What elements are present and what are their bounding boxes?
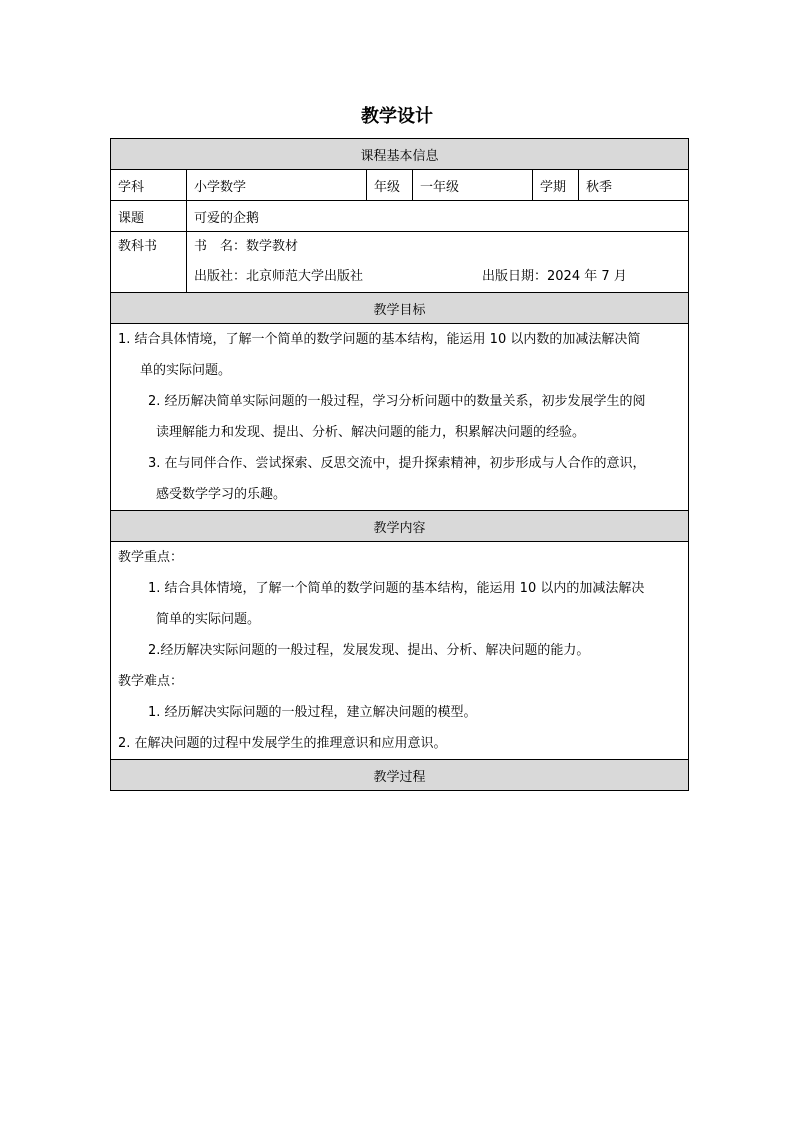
objective-2-line-1: 2. 经历解决简单实际问题的一般过程，学习分析问题中的数量关系，初步发展学生的阅	[148, 394, 646, 409]
publish-date: 出版日期：2024 年 7 月	[482, 269, 627, 284]
publisher: 出版社：北京师范大学出版社	[194, 269, 364, 284]
topic-value: 可爱的企鹅	[187, 201, 689, 232]
key-point-2: 2.经历解决实际问题的一般过程，发展发现、提出、分析、解决问题的能力。	[148, 643, 590, 658]
objective-3-line-2: 感受数学学习的乐趣。	[156, 487, 287, 502]
key-points-label: 教学重点：	[118, 550, 184, 565]
grade-value: 一年级	[413, 170, 533, 201]
topic-label: 课题	[111, 201, 187, 232]
subject-value: 小学数学	[187, 170, 367, 201]
objective-2-line-2: 读理解能力和发现、提出、分析、解决问题的能力，积累解决问题的经验。	[156, 425, 586, 440]
objective-1-line-2: 单的实际问题。	[140, 363, 232, 378]
lesson-plan-table	[110, 138, 689, 791]
key-point-1-line-2: 简单的实际问题。	[156, 612, 261, 627]
info-row-topic	[111, 201, 689, 232]
section-header-objectives: 教学目标	[111, 293, 689, 324]
publisher-line	[194, 262, 681, 292]
document-title: 教学设计	[361, 106, 433, 127]
section-header-basic-info: 课程基本信息	[111, 139, 689, 170]
objective-1-line-1: 1. 结合具体情境，了解一个简单的数学问题的基本结构，能运用 10 以内数的加减法解决简	[118, 332, 641, 347]
subject-label: 学科	[111, 170, 187, 201]
difficulty-1: 1. 经历解决实际问题的一般过程，建立解决问题的模型。	[148, 705, 477, 720]
book-name: 书 名：数学教材	[194, 239, 299, 254]
objectives-row	[111, 324, 689, 511]
term-value: 秋季	[579, 170, 689, 201]
section-header-content: 教学内容	[111, 511, 689, 542]
content-row	[111, 542, 689, 760]
term-label: 学期	[533, 170, 579, 201]
info-row-subject	[111, 170, 689, 201]
objective-3-line-1: 3. 在与同伴合作、尝试探索、反思交流中，提升探索精神，初步形成与人合作的意识，	[148, 456, 646, 471]
grade-label: 年级	[367, 170, 413, 201]
section-header-process: 教学过程	[111, 760, 689, 791]
difficulty-2: 2. 在解决问题的过程中发展学生的推理意识和应用意识。	[118, 736, 447, 751]
key-point-1-line-1: 1. 结合具体情境，了解一个简单的数学问题的基本结构，能运用 10 以内的加减法解决	[148, 581, 645, 596]
info-row-textbook	[111, 232, 689, 293]
textbook-label: 教科书	[118, 239, 158, 254]
difficulties-label: 教学难点：	[118, 674, 184, 689]
